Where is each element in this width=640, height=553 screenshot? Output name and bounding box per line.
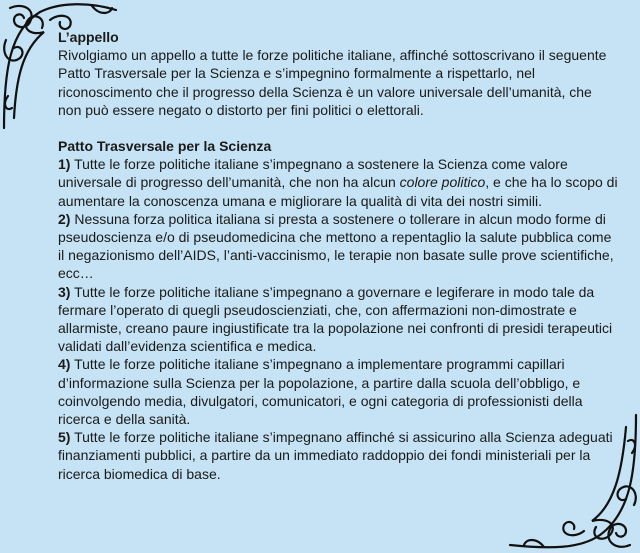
item-text: Tutte le forze politiche italiane s’impegnano a sostenere la Scienza come valore universale di progresso dell’umanità, che non ha alcun — [58, 156, 568, 191]
item-number: 1) — [58, 156, 71, 173]
section-spacer — [58, 119, 618, 137]
patto-item-1 — [58, 155, 618, 210]
patto-item-5 — [58, 428, 618, 483]
item-number: 2) — [58, 210, 71, 227]
document-body — [58, 28, 618, 483]
patto-heading: Patto Trasversale per la Scienza — [58, 138, 272, 155]
item-text: Tutte le forze politiche italiane s’impegnano affinché si assicurino alla Scienza adeguati finanziamenti pubblici, a partire da un immediato raddoppio dei fondi ministeriali per la ricerca biomedica di base. — [58, 429, 613, 482]
patto-item-2 — [58, 210, 618, 283]
patto-item-4 — [58, 355, 618, 428]
item-text: Nessuna forza politica italiana si presta a sostenere o tollerare in alcun modo forme di pseudoscienza e/o di pseudomedicina che mettono a repentaglio la salute pubblica come il negazionismo dell’AIDS, l’anti-vaccinismo, le terapie non basate sulle prove scientifiche, ecc… — [58, 210, 614, 282]
appello-paragraph: Rivolgiamo un appello a tutte le forze politiche italiane, affinché sottoscrivano il seguente Patto Trasversale per la Scienza e s’impegnino formalmente a rispettarlo, nel riconoscimento che il progresso della Scienza è un valore universale dell’umanità, che non può essere negato o distorto per fini politici o elettorali. — [58, 47, 607, 118]
appello-heading: L’appello — [58, 29, 119, 45]
item-text: , e che ha lo scopo di aumentare la conoscenza umana e migliorare la qualità di vita dei nostri simili. — [58, 174, 618, 209]
patto-item-3 — [58, 283, 618, 356]
item-italic-text: colore politico — [399, 174, 486, 191]
item-number: 3) — [58, 283, 71, 300]
item-number: 5) — [58, 429, 71, 446]
item-text: Tutte le forze politiche italiane s’impegnano a governare e legiferare in modo tale da fermare l’operato di quegli pseudoscienziati, che, con affermazioni non-dimostrate e allarmiste, creano paure ingiustificate tra la popolazione nei confronti di presidi terapeutici validati dall’evidenza scientifica e medica. — [58, 283, 613, 355]
item-text: Tutte le forze politiche italiane s’impegnano a implementare programmi capillari d’informazione sulla Scienza per la popolazione, a partire dalla scuola dell’obbligo, e coinvolgendo media, divulgatori, comunicatori, e ogni categoria di professionisti della ricerca e della sanità. — [58, 356, 583, 428]
item-number: 4) — [58, 356, 71, 373]
